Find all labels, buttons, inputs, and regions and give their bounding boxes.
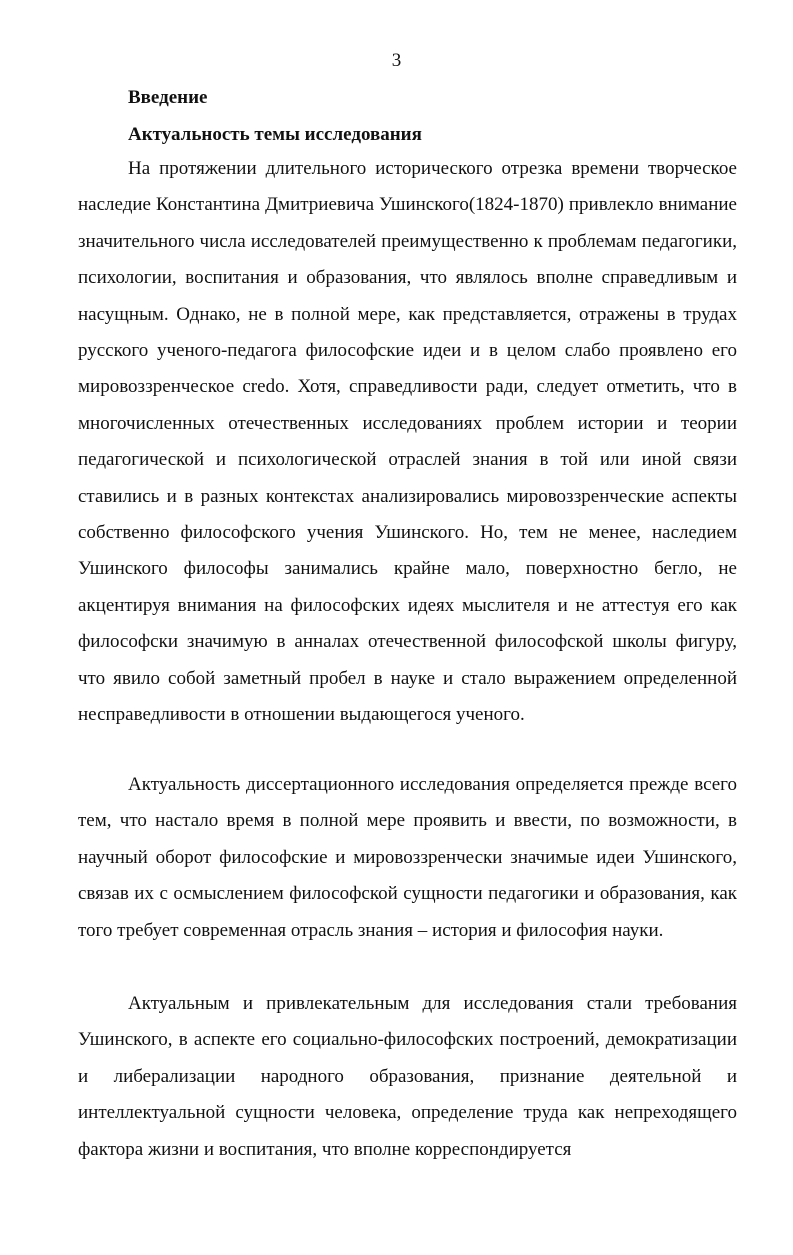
section-subheading: Актуальность темы исследования [128,124,422,145]
body-paragraph: Актуальным и привлекательным для исследования стали требования Ушинского, в аспекте его социально-философских построений, демократизации и либерализации народного образования, признание деятельной и интеллектуальной сущности человека, определение труда как непреходящего фактора жизни и воспитания, что вполне корреспондируется [78,993,737,1160]
body-paragraph: На протяжении длительного исторического отрезка времени творческое наследие Константина Дмитриевича Ушинского(1824-1870) привлекло внимание значительного числа исследователей преимущественно к проблемам педагогики, психологии, воспитания и образования, что являлось вполне справедливым и насущным. Однако, не в полной мере, как представляется, отражены в трудах русского ученого-педагога философские идеи и в целом слабо проявлено его мировоззренческое credo. Хотя, справедливости ради, следует отметить, что в многочисленных отечественных исследованиях проблем истории и теории педагогической и психологической отраслей знания в той или иной связи ставились и в разных контекстах анализировались мировоззренческие аспекты собственно философского учения Ушинского. Но, тем не менее, наследием Ушинского философы занимались крайне мало, поверхностно бегло, не акцентируя внимания на философских идеях мыслителя и не аттестуя его как философски значимую в анналах отечественной философской школы фигуру, что явило собой заметный пробел в науке и стало выражением определенной несправедливости в отношении выдающегося ученого. [78,158,737,726]
body-paragraph: Актуальность диссертационного исследования определяется прежде всего тем, что настало время в полной мере проявить и ввести, по возможности, в научный оборот философские и мировоззренчески значимые идеи Ушинского, связав их с осмыслением философской сущности педагогики и образования, как того требует современная отрасль знания – история и философия науки. [78,774,737,941]
page-number: 3 [391,50,402,71]
section-heading: Введение [128,87,208,108]
